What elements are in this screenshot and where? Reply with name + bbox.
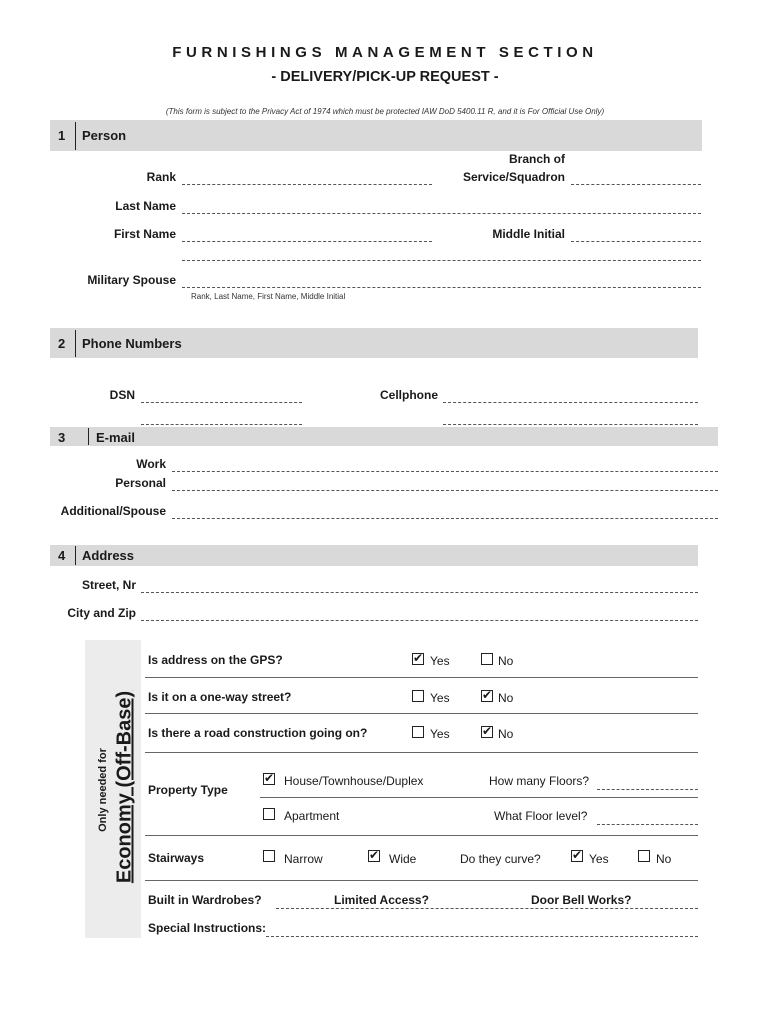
section-title-email: E-mail (96, 430, 136, 445)
economy-side-title: Economy (Off-Base) (113, 690, 136, 884)
extra-name-field[interactable] (182, 260, 701, 261)
last-name-label: Last Name (115, 199, 176, 213)
work-email-field[interactable] (172, 471, 718, 472)
special-instructions-label: Special Instructions: (148, 921, 267, 935)
construction-yes-checkbox[interactable] (412, 726, 424, 738)
rank-field[interactable] (182, 184, 432, 185)
floor-level-label: What Floor level? (494, 809, 588, 823)
middle-initial-label: Middle Initial (492, 227, 565, 241)
personal-email-label: Personal (115, 476, 166, 490)
dsn-field[interactable] (141, 402, 302, 403)
door-bell-label: Door Bell Works? (531, 893, 632, 907)
dsn-field-2[interactable] (141, 424, 302, 425)
privacy-note: (This form is subject to the Privacy Act of 1974 which must be protected IAW DoD 5400.11 R, and it is For Official Use Only) (165, 107, 605, 116)
city-zip-field[interactable] (141, 620, 698, 621)
section-divider (75, 546, 76, 565)
rank-label: Rank (146, 170, 176, 184)
construction-no-checkbox[interactable]: ✔ (482, 724, 493, 738)
curve-yes-label: Yes (589, 852, 609, 866)
gps-yes-label: Yes (430, 654, 450, 668)
wide-label: Wide (389, 852, 417, 866)
section-band-email (50, 427, 718, 446)
special-instructions-field[interactable] (266, 936, 698, 937)
limited-access-label: Limited Access? (334, 893, 429, 907)
gps-yes-checkbox[interactable]: ✔ (413, 651, 424, 665)
military-spouse-label: Military Spouse (87, 273, 176, 287)
section-number: 3 (58, 430, 66, 445)
last-name-field[interactable] (182, 213, 701, 214)
street-label: Street, Nr (81, 578, 136, 592)
dsn-label: DSN (109, 388, 135, 402)
curve-no-checkbox[interactable] (638, 850, 650, 862)
row-divider (145, 880, 698, 881)
cellphone-field[interactable] (443, 402, 698, 403)
branch-field[interactable] (571, 184, 701, 185)
military-spouse-field[interactable] (182, 287, 701, 288)
additional-email-field[interactable] (172, 518, 718, 519)
stairways-label: Stairways (148, 851, 205, 865)
section-band-address (50, 545, 698, 566)
section-number: 2 (58, 336, 66, 351)
first-name-label: First Name (113, 227, 176, 241)
curve-yes-checkbox[interactable]: ✔ (572, 848, 583, 862)
construction-yes-label: Yes (430, 727, 450, 741)
additional-email-label: Additional/Spouse (60, 504, 166, 518)
apartment-checkbox[interactable] (263, 808, 275, 820)
narrow-label: Narrow (284, 852, 323, 866)
row-divider (145, 677, 698, 678)
floors-label: How many Floors? (489, 774, 590, 788)
wardrobes-label: Built in Wardrobes? (148, 893, 262, 907)
spouse-hint: Rank, Last Name, First Name, Middle Initial (191, 292, 346, 301)
section-title-person: Person (82, 128, 127, 143)
row-divider (145, 835, 698, 836)
property-type-label: Property Type (148, 783, 228, 797)
cellphone-field-2[interactable] (443, 424, 698, 425)
section-title-address: Address (82, 548, 135, 563)
narrow-checkbox[interactable] (263, 850, 275, 862)
gps-question: Is address on the GPS? (148, 653, 283, 667)
section-divider (75, 330, 76, 357)
economy-side-small: Only needed for (97, 748, 109, 832)
construction-question: Is there a road construction going on? (148, 726, 368, 740)
oneway-no-checkbox[interactable]: ✔ (482, 688, 493, 702)
floors-field[interactable] (597, 789, 698, 790)
section-divider (75, 122, 76, 150)
house-checkbox[interactable]: ✔ (264, 771, 275, 785)
section-divider (88, 428, 89, 445)
curve-label: Do they curve? (460, 852, 541, 866)
oneway-no-label: No (498, 691, 514, 705)
first-name-field[interactable] (182, 241, 432, 242)
oneway-yes-checkbox[interactable] (412, 690, 424, 702)
gps-no-checkbox[interactable] (481, 653, 493, 665)
oneway-question: Is it on a one-way street? (148, 690, 292, 704)
city-zip-label: City and Zip (67, 606, 136, 620)
branch-label-line1: Branch of (508, 152, 565, 166)
section-number: 4 (58, 548, 66, 563)
wide-checkbox[interactable]: ✔ (369, 848, 380, 862)
gps-no-label: No (498, 654, 514, 668)
house-label: House/Townhouse/Duplex (284, 774, 424, 788)
curve-no-label: No (656, 852, 672, 866)
row-divider-sub (260, 797, 698, 798)
row-divider (145, 713, 698, 714)
apartment-label: Apartment (284, 809, 340, 823)
construction-no-label: No (498, 727, 514, 741)
form-subtitle: - DELIVERY/PICK-UP REQUEST - (271, 69, 499, 85)
personal-email-field[interactable] (172, 490, 718, 491)
street-field[interactable] (141, 592, 698, 593)
middle-initial-field[interactable] (571, 241, 701, 242)
work-email-label: Work (136, 457, 166, 471)
section-number: 1 (58, 128, 66, 143)
cellphone-label: Cellphone (379, 388, 438, 402)
row-divider (145, 752, 698, 753)
oneway-yes-label: Yes (430, 691, 450, 705)
wardrobes-field[interactable] (276, 908, 698, 909)
section-band-person (50, 120, 702, 151)
section-title-phone: Phone Numbers (82, 336, 182, 351)
floor-level-field[interactable] (597, 824, 698, 825)
branch-label-line2: Service/Squadron (462, 170, 565, 184)
form-title: FURNISHINGS MANAGEMENT SECTION (172, 44, 598, 61)
